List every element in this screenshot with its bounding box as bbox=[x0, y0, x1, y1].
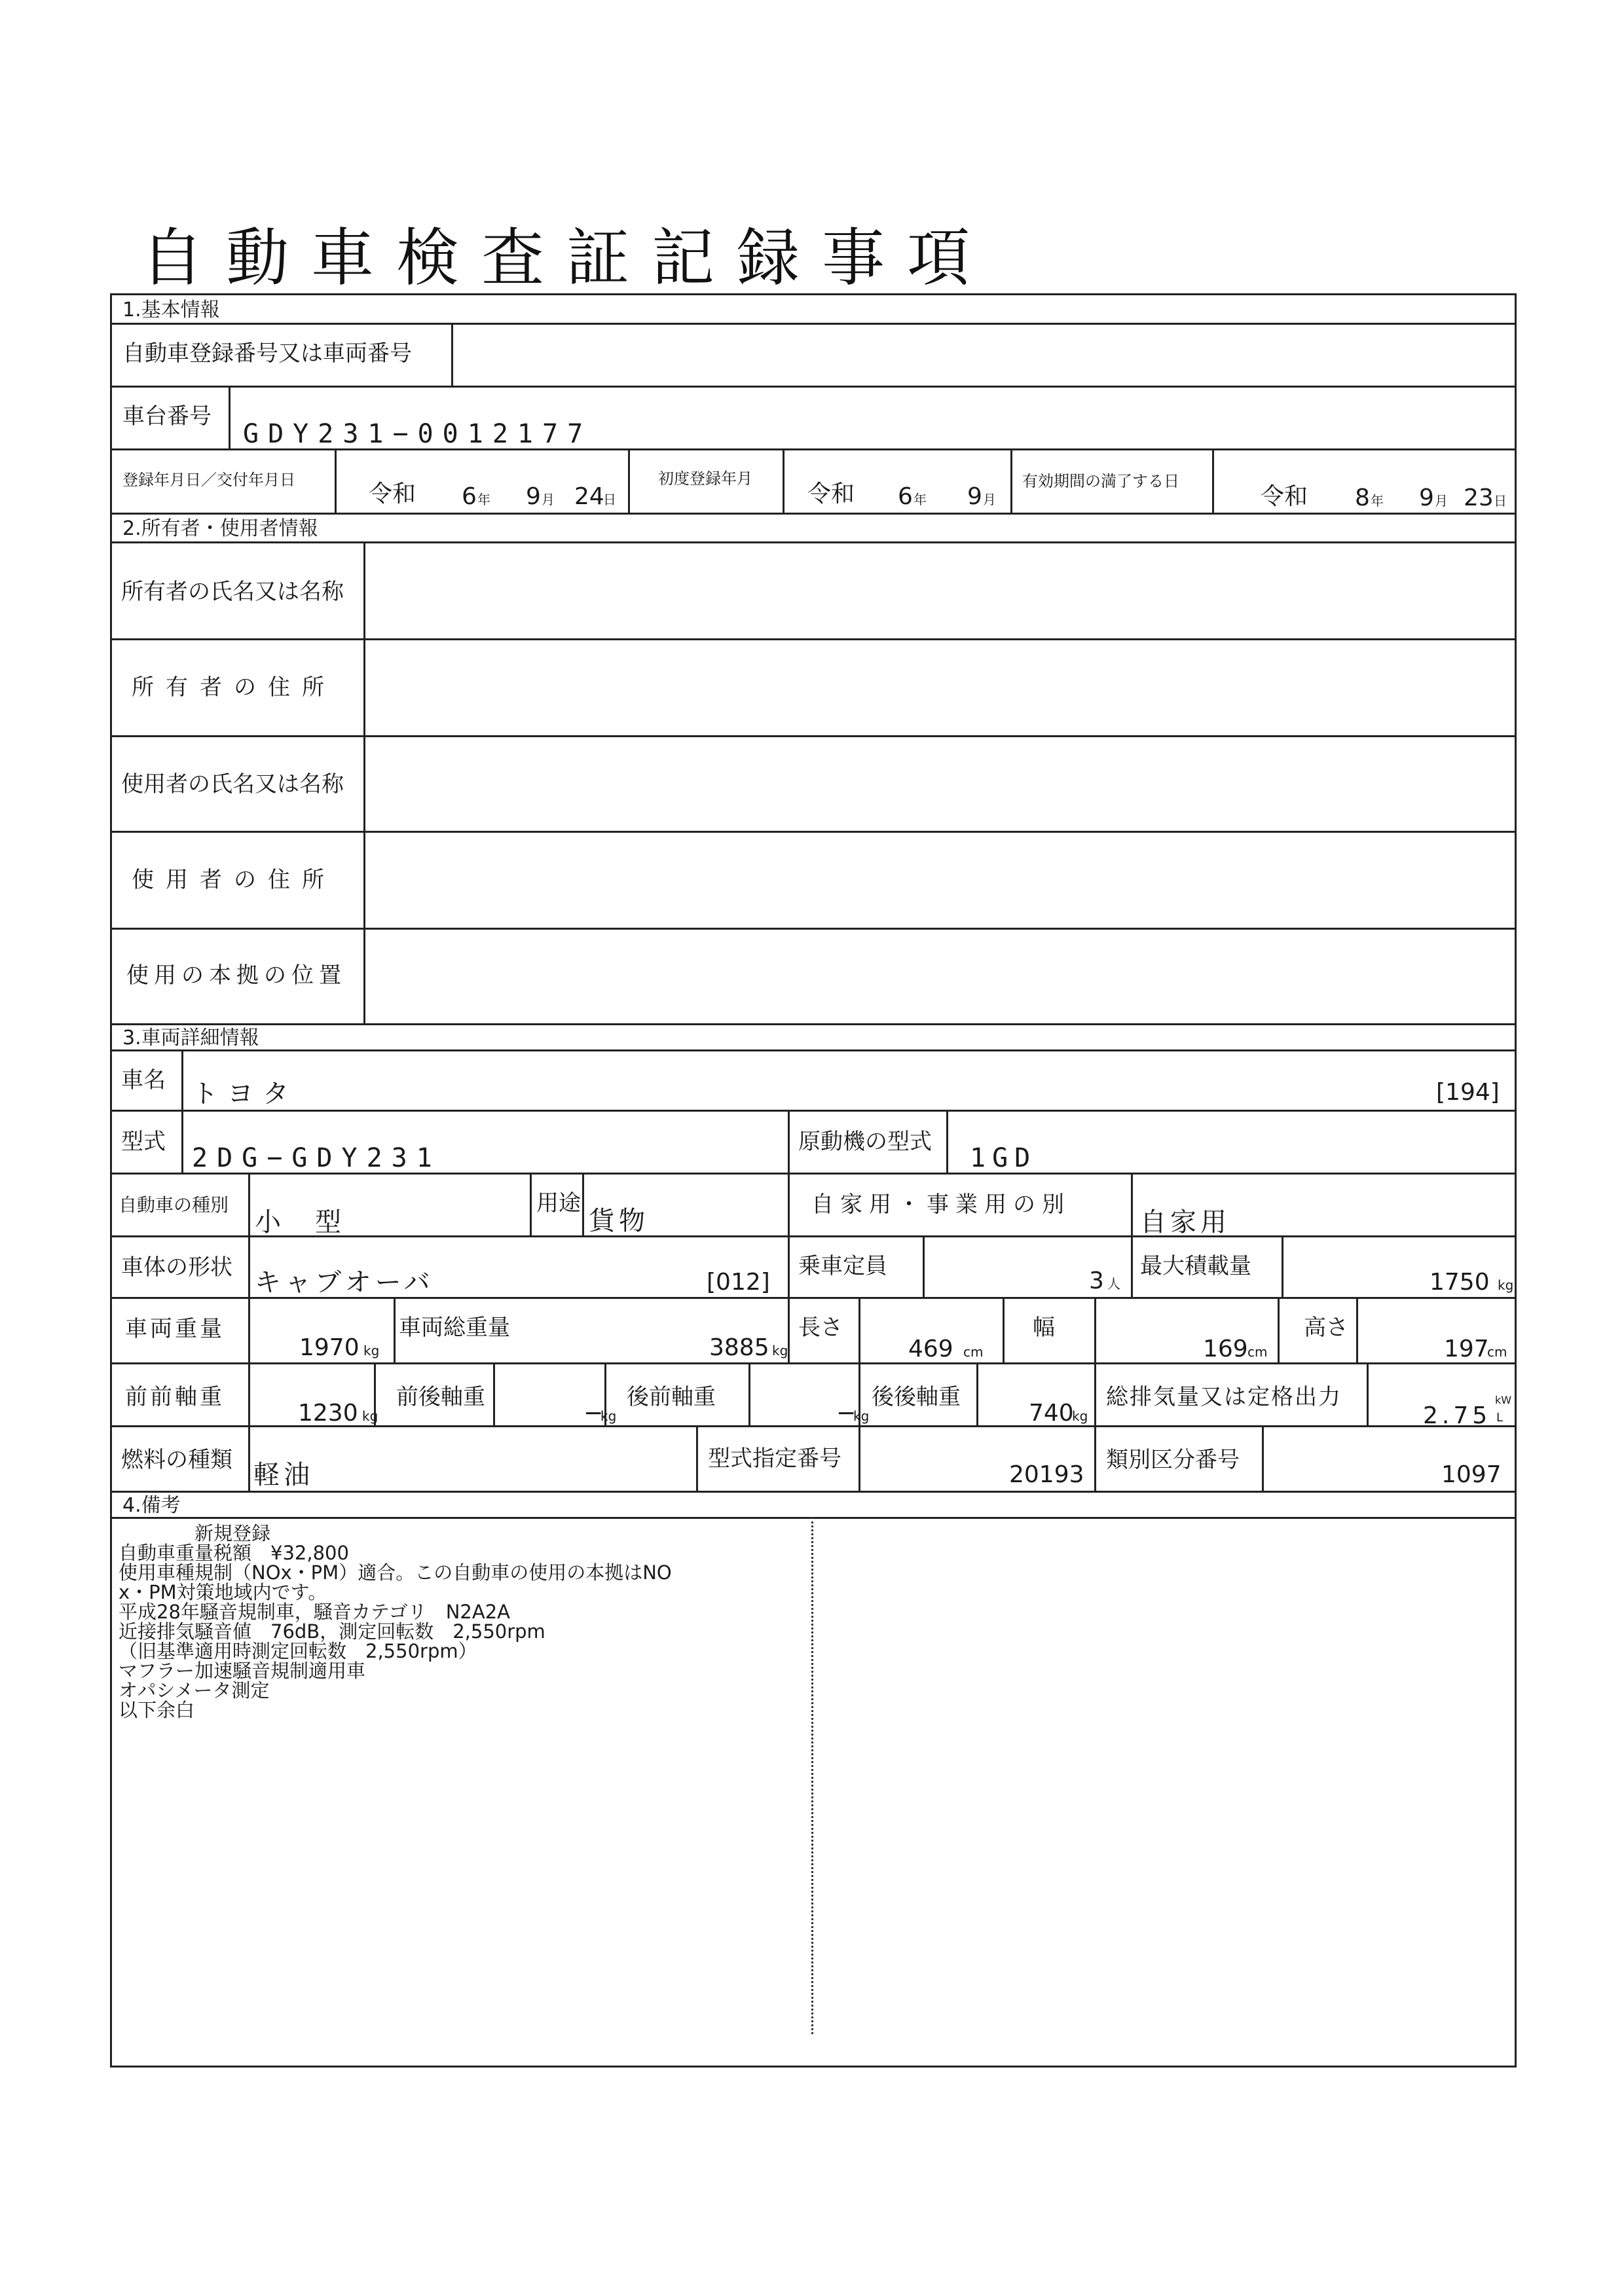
reg-number-label: 自動車登録番号又は車両番号 bbox=[122, 340, 412, 367]
displacement-label: 総排気量又は定格出力 bbox=[1106, 1384, 1342, 1410]
fr-axle-label: 前後軸重 bbox=[396, 1384, 485, 1410]
gross-unit: kg bbox=[772, 1343, 788, 1358]
issue-day: 24 bbox=[574, 483, 604, 510]
remarks-line: 近接排気騒音値 76dB，測定回転数 2,550rpm bbox=[119, 1620, 545, 1643]
chassis-value: GDY231−0012177 bbox=[243, 419, 593, 449]
issue-era: 令和 bbox=[369, 481, 416, 507]
width-label: 幅 bbox=[1033, 1315, 1055, 1341]
remarks-line: 新規登録 bbox=[119, 1522, 271, 1544]
weight-label: 車両重量 bbox=[125, 1316, 225, 1342]
expiry-year-unit: 年 bbox=[1371, 493, 1384, 509]
issue-year-unit: 年 bbox=[477, 492, 490, 507]
remarks-line: オパシメータ測定 bbox=[119, 1679, 270, 1702]
length-unit: cm bbox=[963, 1344, 984, 1360]
inspection-record-form bbox=[110, 293, 1517, 2068]
category-value: 1097 bbox=[1441, 1461, 1502, 1488]
issue-date-label: 登録年月日／交付年月日 bbox=[122, 471, 295, 489]
remarks-line: x・PM対策地域内です。 bbox=[119, 1581, 327, 1603]
type-value: 小 型 bbox=[255, 1207, 345, 1237]
rf-axle-value: − bbox=[836, 1400, 857, 1427]
use-value: 貨物 bbox=[589, 1206, 649, 1236]
ff-axle-label: 前前軸重 bbox=[125, 1384, 225, 1410]
weight-unit: kg bbox=[363, 1343, 380, 1358]
body-label: 車体の形状 bbox=[121, 1254, 232, 1281]
remarks-text bbox=[119, 1523, 672, 1720]
gross-label: 車両総重量 bbox=[399, 1315, 510, 1341]
expiry-month-unit: 月 bbox=[1435, 493, 1448, 509]
type-designation-value: 20193 bbox=[1009, 1461, 1084, 1488]
document-title: 自動車検査証記録事項 bbox=[141, 221, 992, 295]
body-value: キャブオーバ bbox=[255, 1267, 434, 1298]
expiry-year: 8 bbox=[1355, 484, 1370, 511]
owner-address-label: 所有者の住所 bbox=[132, 674, 336, 701]
owner-name-label: 所有者の氏名又は名称 bbox=[121, 579, 344, 605]
use-label: 用途 bbox=[536, 1190, 581, 1216]
type-label: 自動車の種別 bbox=[119, 1194, 229, 1216]
model-label: 型式 bbox=[121, 1129, 166, 1155]
remarks-line: 使用車種規制（NOx・PM）適合。この自動車の使用の本拠はNO bbox=[119, 1561, 672, 1584]
gross-value: 3885 bbox=[709, 1334, 769, 1361]
max-load-unit: kg bbox=[1498, 1277, 1514, 1293]
height-value: 197 bbox=[1444, 1336, 1489, 1362]
section-remarks-header: 4.備考 bbox=[122, 1494, 181, 1517]
engine-value: 1GD bbox=[970, 1143, 1037, 1173]
first-reg-year: 6 bbox=[898, 483, 913, 510]
remarks-line: 以下余白 bbox=[119, 1699, 195, 1721]
height-label: 高さ bbox=[1304, 1315, 1348, 1341]
height-unit: cm bbox=[1487, 1344, 1507, 1360]
model-value: 2DG−GDY231 bbox=[192, 1143, 441, 1173]
ff-axle-unit: kg bbox=[362, 1408, 378, 1424]
weight-value: 1970 bbox=[299, 1334, 360, 1361]
make-label: 車名 bbox=[121, 1067, 166, 1093]
max-load-value: 1750 bbox=[1430, 1269, 1490, 1296]
fuel-value: 軽油 bbox=[253, 1460, 314, 1490]
base-location-label: 使用の本拠の位置 bbox=[126, 962, 346, 989]
expiry-day: 23 bbox=[1464, 484, 1494, 511]
rf-axle-unit: kg bbox=[853, 1408, 870, 1424]
width-value: 169 bbox=[1203, 1336, 1248, 1362]
fr-axle-value: − bbox=[583, 1400, 604, 1427]
displacement-unit-kw: kW bbox=[1495, 1394, 1512, 1406]
issue-month: 9 bbox=[526, 483, 541, 510]
type-designation-label: 型式指定番号 bbox=[708, 1446, 841, 1472]
private-business-label: 自家用・事業用の別 bbox=[811, 1192, 1071, 1218]
chassis-label: 車台番号 bbox=[122, 403, 212, 429]
capacity-label: 乗車定員 bbox=[798, 1253, 887, 1279]
rr-axle-value: 740 bbox=[1029, 1400, 1074, 1427]
length-label: 長さ bbox=[798, 1315, 843, 1341]
make-value: トヨタ bbox=[192, 1079, 298, 1109]
body-code: [012] bbox=[707, 1269, 770, 1296]
user-address-label: 使用者の住所 bbox=[132, 867, 336, 893]
rf-axle-label: 後前軸重 bbox=[627, 1384, 716, 1410]
remarks-line: （旧基準適用時測定回転数 2,550rpm） bbox=[119, 1640, 477, 1662]
make-code: [194] bbox=[1436, 1079, 1500, 1106]
ff-axle-value: 1230 bbox=[298, 1400, 358, 1427]
fuel-label: 燃料の種類 bbox=[121, 1447, 232, 1473]
section-basic-header: 1.基本情報 bbox=[122, 299, 220, 321]
length-value: 469 bbox=[908, 1336, 953, 1362]
first-reg-label: 初度登録年月 bbox=[658, 469, 752, 488]
displacement-value: 2.75 bbox=[1423, 1402, 1492, 1429]
capacity-unit: 人 bbox=[1107, 1276, 1120, 1292]
rr-axle-label: 後後軸重 bbox=[872, 1384, 961, 1410]
expiry-day-unit: 日 bbox=[1494, 493, 1507, 509]
first-reg-month: 9 bbox=[967, 483, 982, 510]
width-unit: cm bbox=[1247, 1344, 1268, 1360]
section-vehicle-header: 3.車両詳細情報 bbox=[122, 1027, 259, 1049]
expiry-label: 有効期間の満了する日 bbox=[1022, 472, 1179, 490]
capacity-value: 3 bbox=[1089, 1267, 1104, 1294]
issue-day-unit: 日 bbox=[603, 492, 616, 507]
rr-axle-unit: kg bbox=[1072, 1408, 1088, 1424]
remarks-line: 平成28年騒音規制車，騒音カテゴリ N2A2A bbox=[119, 1601, 511, 1623]
private-business-value: 自家用 bbox=[1140, 1207, 1230, 1237]
remarks-line: マフラー加速騒音規制適用車 bbox=[119, 1660, 366, 1682]
expiry-era: 令和 bbox=[1261, 483, 1308, 510]
user-name-label: 使用者の氏名又は名称 bbox=[121, 771, 344, 797]
fr-axle-unit: kg bbox=[600, 1408, 617, 1424]
issue-month-unit: 月 bbox=[542, 492, 555, 507]
category-label: 類別区分番号 bbox=[1106, 1447, 1240, 1473]
section-owner-header: 2.所有者・使用者情報 bbox=[122, 517, 318, 540]
engine-label: 原動機の型式 bbox=[798, 1129, 932, 1155]
max-load-label: 最大積載量 bbox=[1140, 1253, 1251, 1279]
first-reg-year-unit: 年 bbox=[913, 492, 927, 507]
issue-year: 6 bbox=[462, 483, 477, 510]
displacement-unit-l: L bbox=[1496, 1411, 1504, 1425]
first-reg-month-unit: 月 bbox=[983, 492, 996, 507]
remarks-line: 自動車重量税額 ¥32,800 bbox=[119, 1542, 349, 1564]
expiry-month: 9 bbox=[1419, 484, 1434, 511]
first-reg-era: 令和 bbox=[807, 481, 855, 507]
